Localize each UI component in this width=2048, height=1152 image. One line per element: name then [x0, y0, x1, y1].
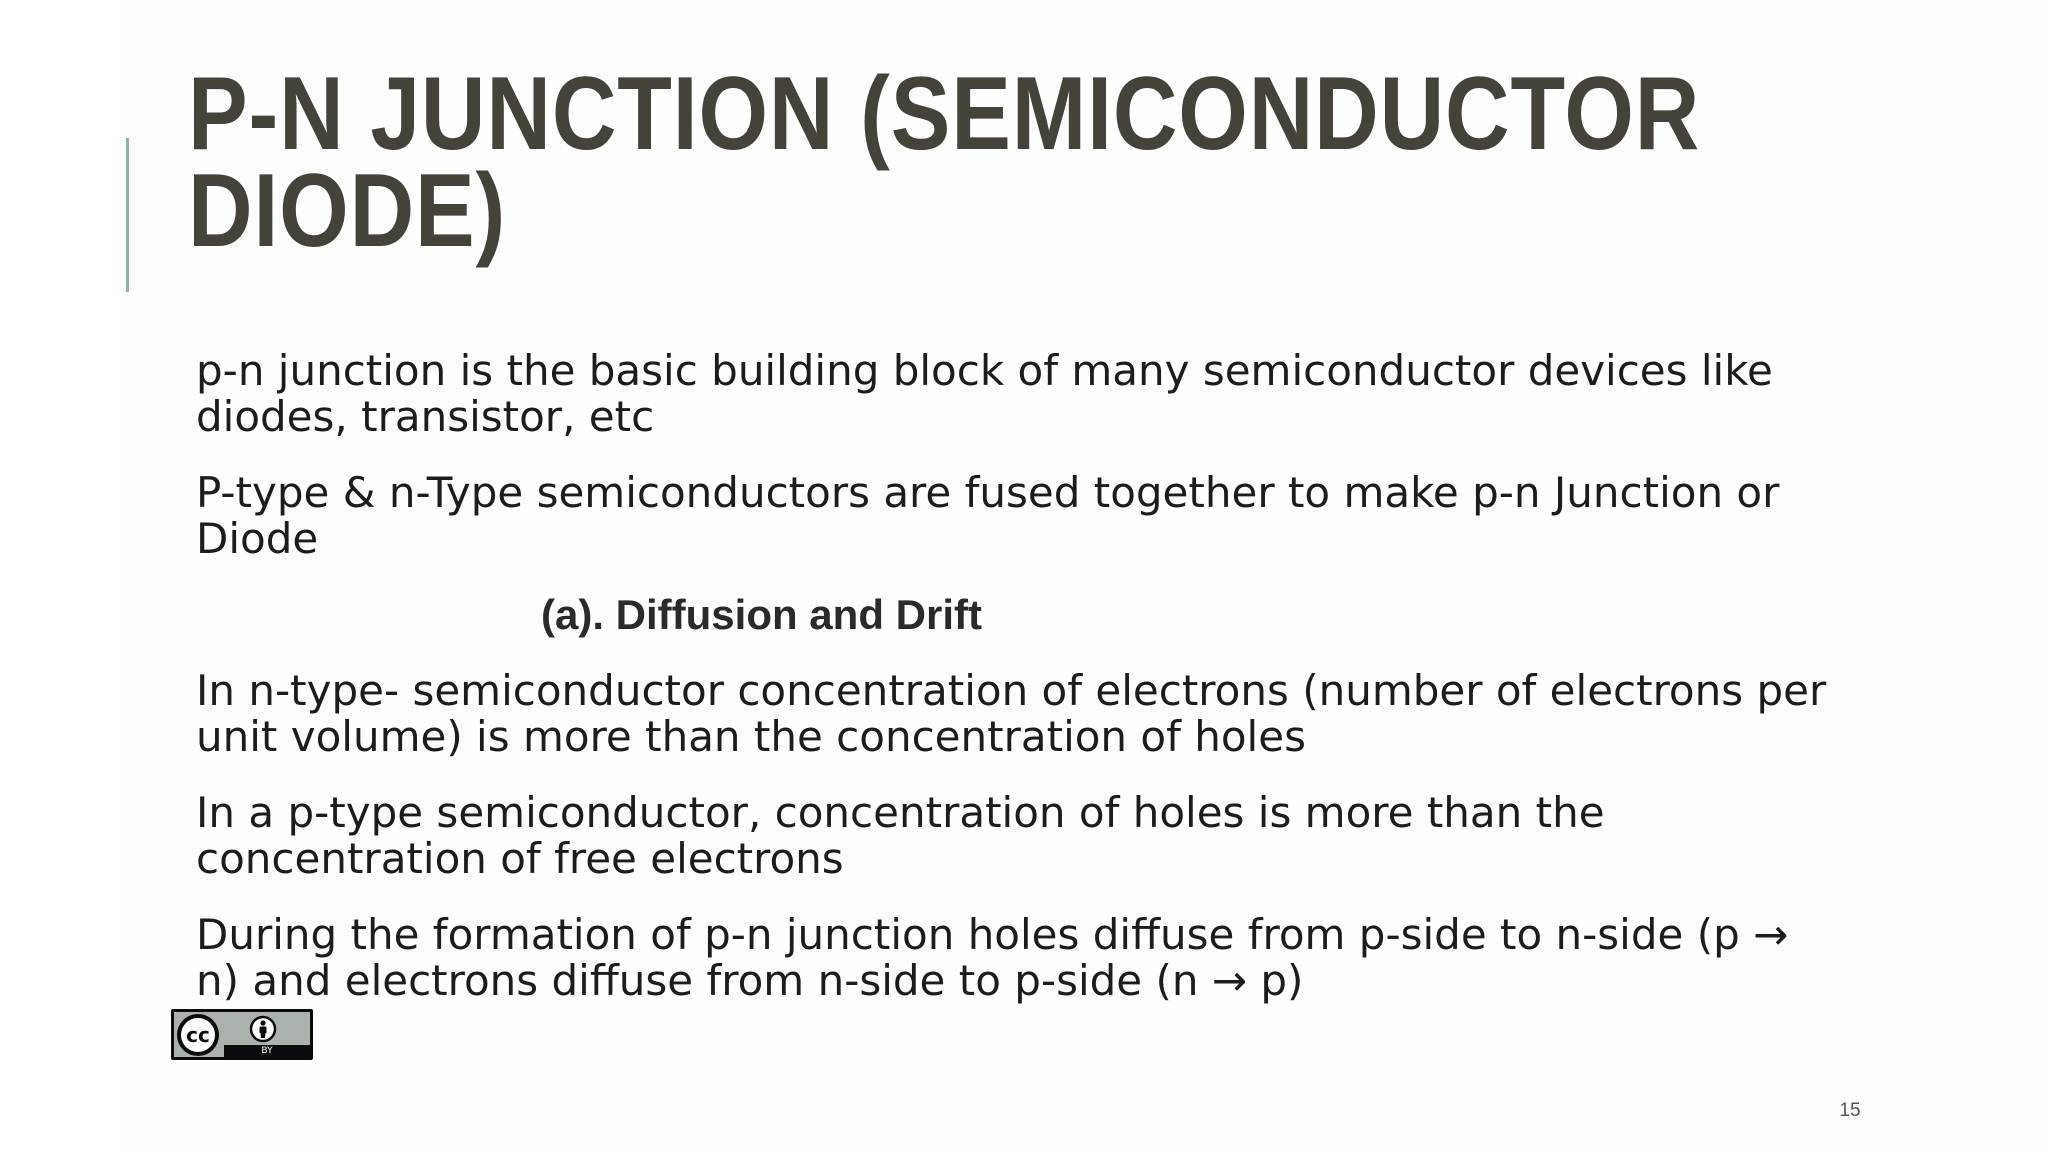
body-paragraph-3: In n-type- semiconductor concentration of electrons (number of electrons per unit volume) is more than the concentration of holes: [196, 666, 1827, 761]
slide-title: P-N JUNCTION (SEMICONDUCTOR DIODE): [188, 56, 1701, 269]
body-paragraph-4: In a p-type semiconductor, concentration of holes is more than the concentration of free electrons: [196, 788, 1605, 883]
license-badge-body: [174, 1012, 310, 1057]
attribution-person-icon: [249, 1015, 277, 1043]
body-paragraph-5: During the formation of p-n junction holes diffuse from p-side to n-side (p → n) and electrons diffuse from n-side to p-side (n → p): [196, 910, 1789, 1005]
cc-logo-text: cc: [186, 1023, 210, 1047]
body-paragraph-1: p-n junction is the basic building block of many semiconductor devices like diodes, transistor, etc: [196, 346, 1773, 441]
slide-margin: [0, 0, 126, 1152]
creative-commons-by-icon: [171, 1009, 313, 1060]
license-badge-label: BY: [261, 1046, 273, 1056]
section-subheading: (a). Diffusion and Drift: [541, 591, 982, 638]
page-number: 15: [1839, 1100, 1861, 1121]
cc-logo-icon: [176, 1013, 220, 1057]
title-accent-bar: [126, 138, 129, 292]
slide-body: [196, 348, 1836, 1034]
body-paragraph-2: P-type & n-Type semiconductors are fused together to make p-n Junction or Diode: [196, 468, 1780, 563]
